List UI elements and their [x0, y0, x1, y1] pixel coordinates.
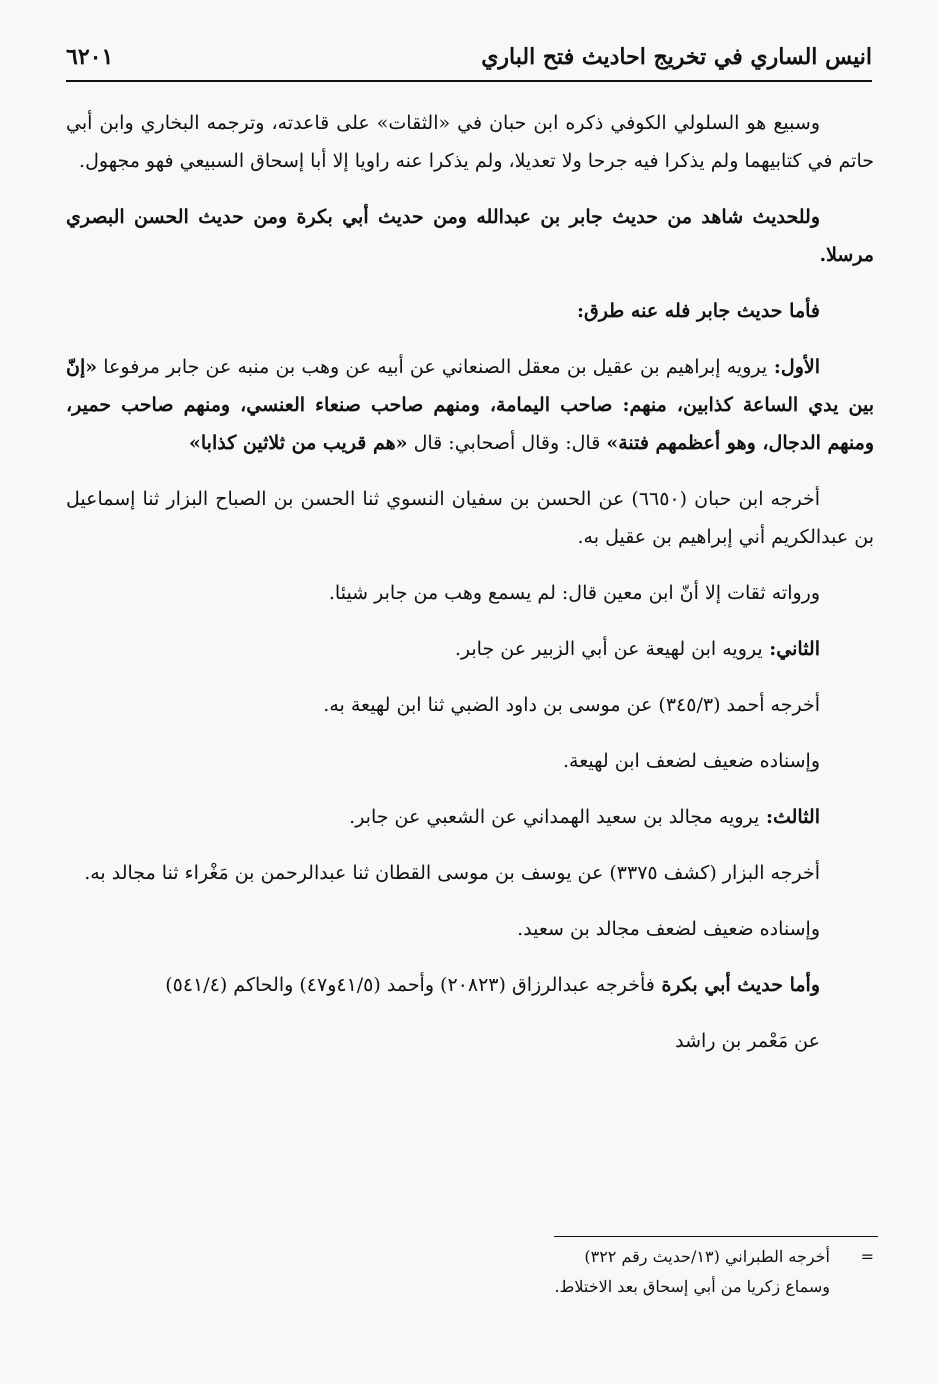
page-header — [66, 38, 872, 82]
text-run: وإسناده ضعيف لضعف ابن لهيعة. — [563, 750, 820, 772]
text-run: أخرجه البزار (كشف ٣٣٧٥) عن يوسف بن موسى القطان ثنا عبدالرحمن بن مَغْراء ثنا مجالد به. — [84, 862, 820, 884]
footnote-line — [66, 1272, 874, 1302]
hadith-text: «إنّ بين يدي الساعة كذابين، منهم: صاحب اليمامة، ومنهم صاحب صنعاء العنسي، ومنهم صاحب حمير، ومنهم الدجال، وهو أعظمهم فتنة» — [66, 356, 874, 454]
text-run: وسبيع هو السلولي الكوفي ذكره ابن حبان في «الثقات» على قاعدته، وترجمه البخاري وابن أبي حاتم في كتابيهما ولم يذكرا فيه جرحا ولا تعديلا، ولم يذكرا عنه راويا إلا أبا إسحاق السبيعي فهو مجهول. — [66, 112, 874, 172]
main-text — [66, 104, 874, 1078]
paragraph-10 — [66, 798, 874, 836]
paragraph-2 — [66, 198, 874, 274]
text-run: أخرجه ابن حبان (٦٦٥٠) عن الحسن بن سفيان النسوي ثنا الحسن بن الصباح البزار ثنا إسماعيل بن عبدالكريم أني إبراهيم بن عقيل به. — [66, 488, 874, 548]
text-run: يرويه مجالد بن سعيد الهمداني عن الشعبي عن جابر. — [349, 806, 760, 828]
section-label: وأما حديث أبي بكرة — [654, 974, 820, 996]
paragraph-3 — [66, 292, 874, 330]
text-run: وإسناده ضعيف لضعف مجالد بن سعيد. — [517, 918, 820, 940]
footnote-text: أخرجه الطبراني (١٣/حديث رقم ٣٢٢) — [584, 1247, 830, 1266]
text-run: قال: وقال أصحابي: قال — [407, 432, 607, 454]
footnotes — [66, 1234, 874, 1302]
text-run: عن مَعْمر بن راشد — [675, 1030, 820, 1052]
paragraph-9 — [66, 742, 874, 780]
book-title: انيس الساري في تخريج احاديث فتح الباري — [481, 44, 872, 70]
paragraph-7 — [66, 630, 874, 668]
paragraph-6 — [66, 574, 874, 612]
paragraph-1 — [66, 104, 874, 180]
footnote-continuation-marker: = — [860, 1247, 874, 1266]
hadith-text: «هم قريب من ثلاثين كذابا» — [189, 432, 408, 454]
text-run: فأخرجه عبدالرزاق (٢٠٨٢٣) وأحمد (٤١/٥و٤٧) والحاكم (٥٤١/٤) — [165, 974, 655, 996]
paragraph-12 — [66, 910, 874, 948]
paragraph-5 — [66, 480, 874, 556]
footnote-text: وسماع زكريا من أبي إسحاق بعد الاختلاط. — [554, 1277, 830, 1296]
text-run: يرويه إبراهيم بن عقيل بن معقل الصنعاني عن أبيه عن وهب بن منبه عن جابر مرفوعا — [97, 356, 768, 378]
section-label: الأول: — [767, 356, 820, 378]
text-run: ورواته ثقات إلا أنّ ابن معين قال: لم يسمع وهب من جابر شيئا. — [328, 582, 820, 604]
paragraph-13 — [66, 966, 874, 1004]
footnote-line — [66, 1242, 874, 1272]
page-number: ٦٢٠١ — [66, 44, 114, 70]
text-run: يرويه ابن لهيعة عن أبي الزبير عن جابر. — [454, 638, 763, 660]
section-label: الثالث: — [759, 806, 820, 828]
paragraph-11 — [66, 854, 874, 892]
section-label: الثاني: — [762, 638, 820, 660]
text-run: وللحديث شاهد من حديث جابر بن عبدالله ومن حديث أبي بكرة ومن حديث الحسن البصري مرسلا. — [66, 206, 874, 266]
text-run: فأما حديث جابر فله عنه طرق: — [576, 300, 820, 322]
paragraph-8 — [66, 686, 874, 724]
text-run: أخرجه أحمد (٣٤٥/٣) عن موسى بن داود الضبي ثنا ابن لهيعة به. — [323, 694, 820, 716]
paragraph-4 — [66, 348, 874, 462]
paragraph-14 — [66, 1022, 874, 1060]
